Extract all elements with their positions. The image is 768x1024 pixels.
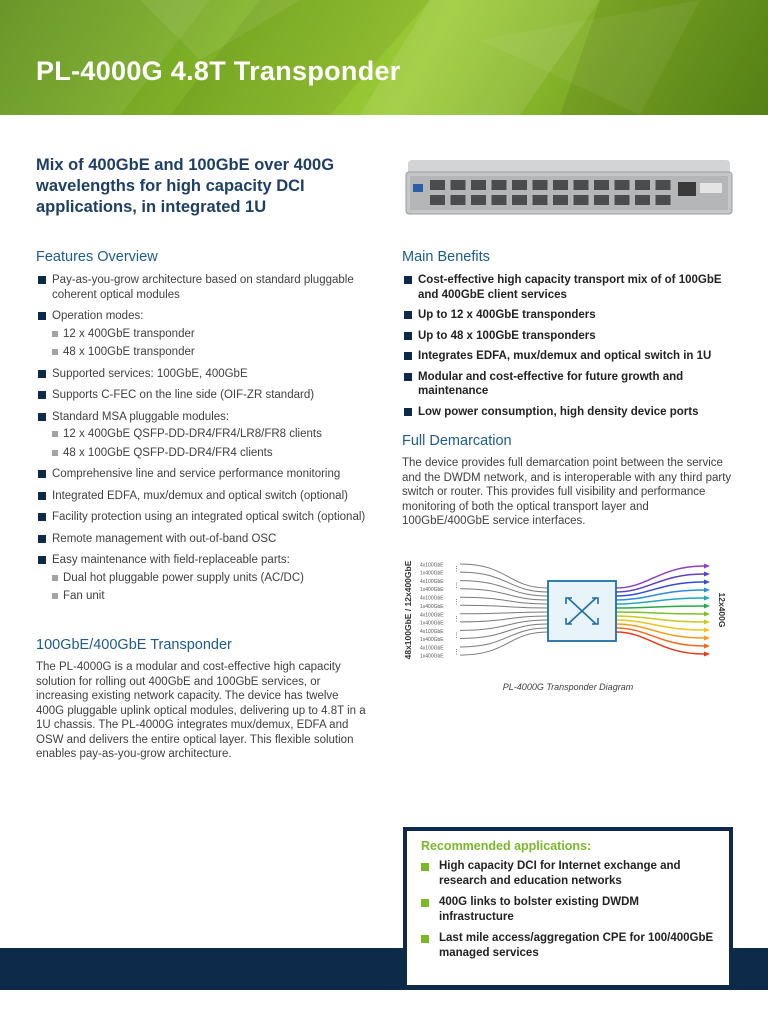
- wavelength-arrow: [704, 636, 710, 641]
- device-port: [635, 180, 650, 190]
- device-port: [553, 180, 568, 190]
- device-port: [451, 195, 466, 205]
- port-label: 1x400GbE: [420, 587, 444, 594]
- sub-list-item: 12 x 400GbE QSFP-DD-DR4/FR4/LR8/FR8 clients: [52, 427, 366, 442]
- port-label: 4x100GbE: [420, 612, 444, 619]
- sub-list-item: Dual hot pluggable power supply units (AC/DC): [52, 571, 366, 586]
- list-item: Supports C-FEC on the line side (OIF-ZR standard): [36, 388, 366, 403]
- ellipsis-marker: ⋮: [453, 632, 460, 640]
- device-port: [512, 180, 527, 190]
- client-line: [460, 564, 548, 588]
- benefits-heading: Main Benefits: [402, 249, 490, 265]
- device-port: [553, 195, 568, 205]
- device-port: [594, 195, 609, 205]
- sub-list-item: 48 x 100GbE transponder: [52, 345, 366, 360]
- device-image: [404, 158, 734, 216]
- sub-list-item: 48 x 100GbE QSFP-DD-DR4/FR4 clients: [52, 446, 366, 461]
- wavelength-arrow: [704, 580, 710, 585]
- transponder-diagram: [398, 548, 738, 672]
- features-heading: Features Overview: [36, 249, 158, 265]
- device-port: [492, 180, 507, 190]
- ellipsis-marker: ⋮: [453, 649, 460, 656]
- port-label: 1x400GbE: [420, 653, 444, 660]
- page-title: PL-4000G 4.8T Transponder: [36, 56, 401, 86]
- ellipsis-marker: ⋮: [453, 566, 460, 573]
- wavelength-line: [616, 612, 704, 614]
- recommended-item: High capacity DCI for Internet exchange and research and education networks: [421, 859, 715, 889]
- wavelength-line: [616, 566, 704, 588]
- port-label: 4x100GbE: [420, 579, 444, 586]
- device-port: [656, 195, 671, 205]
- list-item: Facility protection using an integrated optical switch (optional): [36, 510, 366, 525]
- client-line: [460, 597, 548, 604]
- wavelength-arrow: [704, 628, 710, 633]
- lead-text: Mix of 400GbE and 100GbE over 400G wavelengths for high capacity DCI applications, in integrated 1U: [36, 156, 335, 216]
- recommended-item: 400G links to bolster existing DWDM infrastructure: [421, 895, 715, 925]
- device-port: [574, 195, 589, 205]
- wavelength-arrow: [704, 612, 710, 617]
- client-line: [460, 605, 548, 608]
- header-banner: [0, 0, 768, 115]
- benefit-item: Low power consumption, high density device ports: [402, 405, 737, 420]
- port-label: 4x100GbE: [420, 645, 444, 652]
- list-item: Pay-as-you-grow architecture based on standard pluggable coherent optical modules: [36, 273, 366, 302]
- list-item: Operation modes: 12 x 400GbE transponder 48 x 100GbE transponder: [36, 309, 366, 360]
- ellipsis-marker: ⋮: [453, 615, 460, 623]
- transponder-text: The PL-4000G is a modular and cost-effective high capacity solution for rolling out 400GbE and 100GbE services, or increasing existing network capacity. The device has twelve 400G pluggable uplink optical modules, delivering up to 4.8T in a 1U chassis. The PL-4000G integrates mux/demux, EDFA and OSW and delivers the entire optical layer. This flexible solution enables pay-as-you-grow architecture.: [36, 661, 366, 760]
- recommended-heading: Recommended applications:: [421, 839, 592, 853]
- demarcation-text: The device provides full demarcation point between the service and the DWDM network, and is interoperable with any third party switch or router. This provides full visibility and performance monitoring of both the optical transport layer and 100GbE/400GbE service interfaces.: [402, 457, 732, 527]
- diagram-caption: PL-4000G Transponder Diagram: [502, 682, 634, 692]
- wavelength-arrow: [704, 620, 710, 625]
- wavelength-arrow: [704, 564, 710, 569]
- device-port: [615, 180, 630, 190]
- port-label: 4x100GbE: [420, 595, 444, 602]
- device-port: [594, 180, 609, 190]
- wavelength-line: [616, 606, 704, 608]
- port-label: 4x100GbE: [420, 562, 444, 569]
- device-port: [492, 195, 507, 205]
- ellipsis-marker: ⋮: [453, 582, 460, 590]
- device-port: [512, 195, 527, 205]
- device-port: [533, 180, 548, 190]
- wavelength-arrow: [704, 572, 710, 577]
- sub-list-item: Fan unit: [52, 589, 366, 604]
- device-port: [471, 195, 486, 205]
- device-port: [451, 180, 466, 190]
- device-port: [635, 195, 650, 205]
- device-port: [430, 195, 445, 205]
- transponder-heading: 100GbE/400GbE Transponder: [36, 637, 232, 653]
- wavelength-arrow: [704, 604, 710, 609]
- benefit-item: Up to 12 x 400GbE transponders: [402, 308, 737, 323]
- list-item: Integrated EDFA, mux/demux and optical switch (optional): [36, 489, 366, 504]
- wavelength-arrow: [704, 596, 710, 601]
- device-port: [656, 180, 671, 190]
- device-port: [471, 180, 486, 190]
- list-item: Easy maintenance with field-replaceable parts: Dual hot pluggable power supply units (AC/DC) Fan unit: [36, 553, 366, 604]
- benefit-item: Cost-effective high capacity transport mix of of 100GbE and 400GbE client services: [402, 273, 737, 302]
- features-list: [36, 273, 366, 611]
- port-label: 1x400GbE: [420, 637, 444, 643]
- device-port: [574, 180, 589, 190]
- diagram-left-label: 48x100GbE / 12x400GbE: [403, 560, 413, 660]
- client-line: [460, 632, 548, 655]
- wavelength-arrow: [704, 588, 710, 593]
- client-line: [460, 628, 548, 647]
- wavelength-line: [616, 632, 704, 654]
- benefit-item: Modular and cost-effective for future growth and maintenance: [402, 370, 737, 399]
- port-label: 1x400GbE: [420, 570, 444, 577]
- wavelength-arrow: [704, 644, 710, 649]
- recommended-applications-box: [403, 827, 733, 985]
- device-port: [430, 180, 445, 190]
- device-port: [533, 195, 548, 205]
- benefit-item: Integrates EDFA, mux/demux and optical switch in 1U: [402, 349, 737, 364]
- list-item: Supported services: 100GbE, 400GbE: [36, 367, 366, 382]
- benefit-item: Up to 48 x 100GbE transponders: [402, 329, 737, 344]
- recommended-item: Last mile access/aggregation CPE for 100/400GbE managed services: [421, 931, 715, 961]
- port-label: 1x400GbE: [420, 603, 444, 610]
- port-label: 4x100GbE: [420, 628, 444, 635]
- list-item: Comprehensive line and service performance monitoring: [36, 467, 366, 482]
- wavelength-arrow: [704, 652, 710, 657]
- list-item: Remote management with out-of-band OSC: [36, 532, 366, 547]
- device-port: [615, 195, 630, 205]
- ellipsis-marker: ⋮: [453, 599, 460, 607]
- diagram-right-label: 12x400G: [717, 592, 727, 628]
- client-line: [460, 589, 548, 600]
- list-item: Standard MSA pluggable modules: 12 x 400GbE QSFP-DD-DR4/FR4/LR8/FR8 clients 48 x 100GbE QSFP-DD-DR4/FR4 clients: [36, 410, 366, 461]
- sub-list-item: 12 x 400GbE transponder: [52, 327, 366, 342]
- benefits-list: [402, 273, 737, 425]
- port-label: 1x400GbE: [420, 620, 444, 627]
- client-line: [460, 612, 548, 614]
- demarcation-heading: Full Demarcation: [402, 433, 512, 449]
